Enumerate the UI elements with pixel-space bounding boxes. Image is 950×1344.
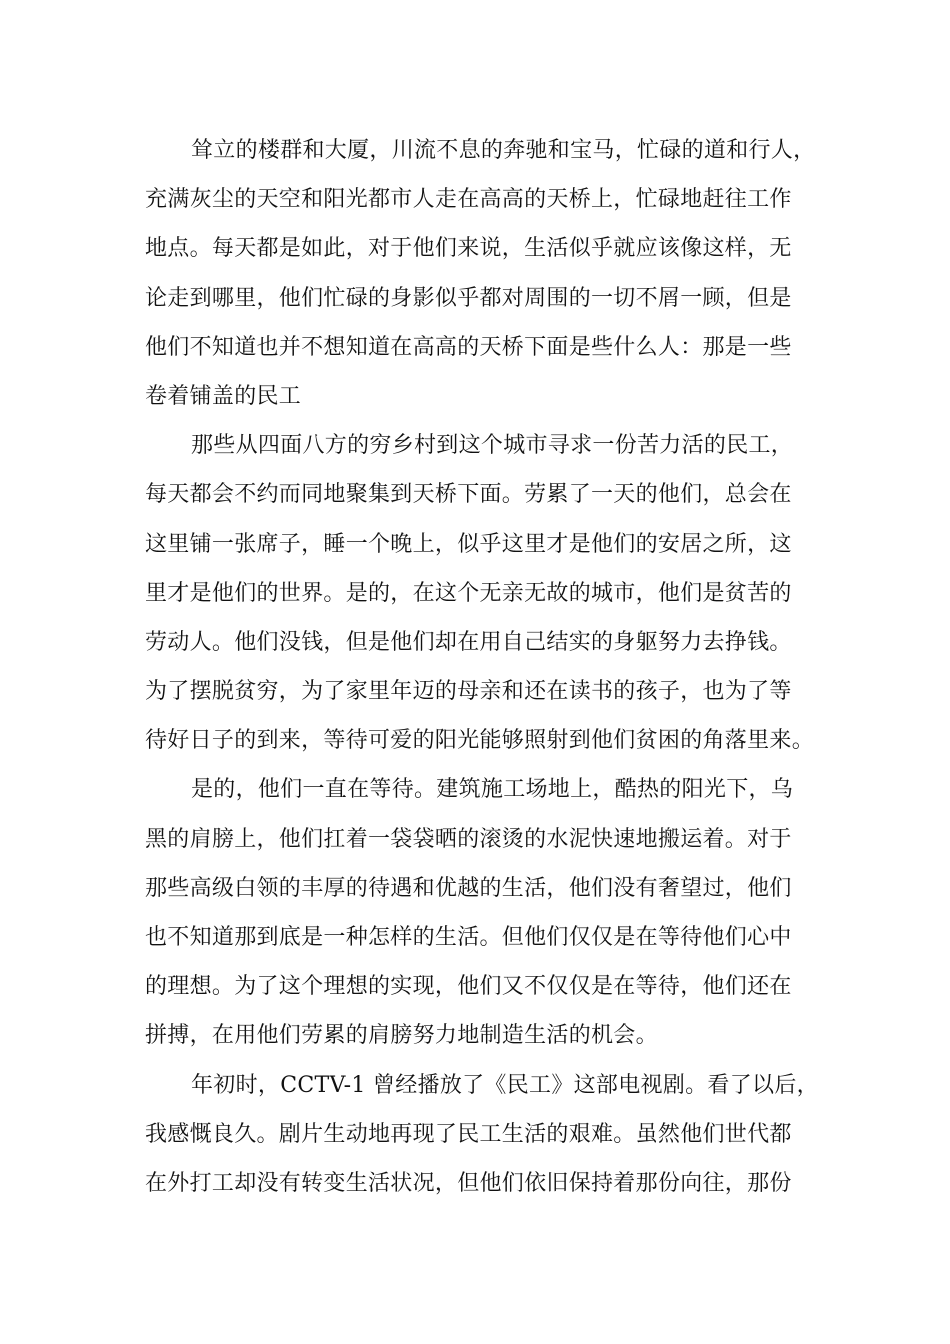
text-line: 黑的肩膀上，他们扛着一袋袋晒的滚烫的水泥快速地搬运着。对于 xyxy=(145,826,792,852)
text-line: 的理想。为了这个理想的实现，他们又不仅仅是在等待，他们还在 xyxy=(145,974,792,1000)
text-line: 卷着铺盖的民工 xyxy=(145,383,302,409)
paragraph xyxy=(145,765,845,1060)
text-line: 我感慨良久。剧片生动地再现了民工生活的艰难。虽然他们世代都 xyxy=(145,1121,792,1147)
text-line: 那些从四面八方的穷乡村到这个城市寻求一份苦力活的民工， xyxy=(191,433,794,459)
text-line: 充满灰尘的天空和阳光都市人走在高高的天桥上，忙碌地赶往工作 xyxy=(145,187,792,213)
paragraph xyxy=(145,126,845,421)
text-line: 地点。每天都是如此，对于他们来说，生活似乎就应该像这样，无 xyxy=(145,236,792,262)
text-line: 在外打工却没有转变生活状况，但他们依旧保持着那份向往，那份 xyxy=(145,1170,792,1196)
text-line: 也不知道那到底是一种怎样的生活。但他们仅仅是在等待他们心中 xyxy=(145,925,792,950)
paragraph xyxy=(145,1061,845,1209)
text-line: 劳动人。他们没钱，但是他们却在用自己结实的身躯努力去挣钱。 xyxy=(145,629,792,655)
text-line: 每天都会不约而同地聚集到天桥下面。劳累了一天的他们，总会在 xyxy=(145,482,792,508)
text-line: 拼搏，在用他们劳累的肩膀努力地制造生活的机会。 xyxy=(145,1023,658,1049)
text-line: 他们不知道也并不想知道在高高的天桥下面是些什么人：那是一些 xyxy=(145,334,792,360)
text-line: 是的，他们一直在等待。建筑施工场地上，酷热的阳光下，乌 xyxy=(191,777,794,803)
text-line: 论走到哪里，他们忙碌的身影似乎都对周围的一切不屑一顾，但是 xyxy=(145,285,792,311)
text-line: 为了摆脱贫穷，为了家里年迈的母亲和还在读书的孩子，也为了等 xyxy=(145,679,792,705)
text-line: 这里铺一张席子，睡一个晚上，似乎这里才是他们的安居之所，这 xyxy=(145,531,792,557)
text-line: 里才是他们的世界。是的，在这个无亲无故的城市，他们是贫苦的 xyxy=(145,580,792,606)
text-line: 年初时，CCTV-1 曾经播放了《民工》这部电视剧。看了以后， xyxy=(191,1072,819,1098)
text-line: 耸立的楼群和大厦，川流不息的奔驰和宝马，忙碌的道和行人， xyxy=(191,138,816,163)
paragraph xyxy=(145,421,845,765)
text-line: 那些高级白领的丰厚的待遇和优越的生活，他们没有奢望过，他们 xyxy=(145,875,792,901)
document-body xyxy=(145,126,845,1208)
text-line: 待好日子的到来，等待可爱的阳光能够照射到他们贫困的角落里来。 xyxy=(145,728,815,754)
